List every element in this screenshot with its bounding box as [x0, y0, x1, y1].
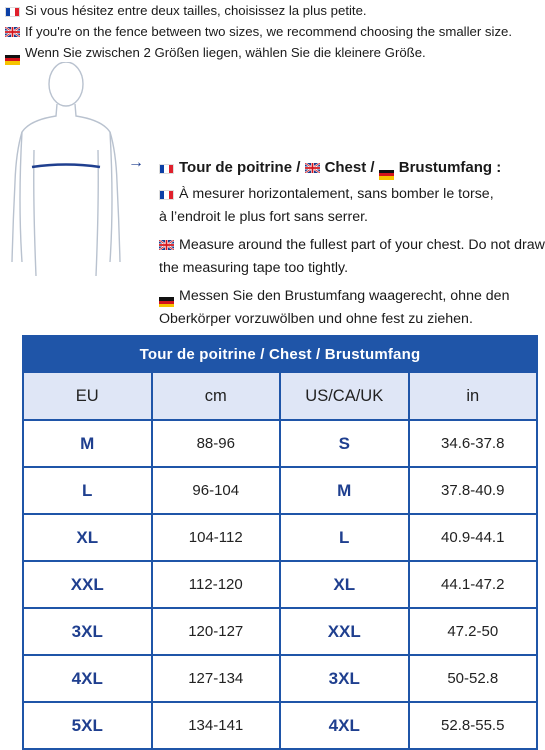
- note-en: If you're on the fence between two sizes, we recommend choosing the smaller size.: [5, 21, 545, 42]
- size-chart-table: [22, 335, 538, 750]
- cm-cell: 120-127: [152, 608, 281, 655]
- body-silhouette-icon: [0, 62, 132, 276]
- table-row: [23, 561, 537, 608]
- eu-size-cell: 4XL: [23, 655, 152, 702]
- uk-flag-icon: [159, 240, 174, 250]
- note-fr: Si vous hésitez entre deux tailles, choisissez la plus petite.: [5, 0, 545, 21]
- measurement-instructions: [159, 156, 545, 336]
- france-flag-icon: [159, 164, 174, 174]
- in-cell: 47.2-50: [409, 608, 538, 655]
- us-size-cell: S: [280, 420, 409, 467]
- in-cell: 50-52.8: [409, 655, 538, 702]
- us-size-cell: XXL: [280, 608, 409, 655]
- in-cell: 52.8-55.5: [409, 702, 538, 749]
- eu-size-cell: 5XL: [23, 702, 152, 749]
- germany-flag-icon: [379, 170, 394, 180]
- us-size-cell: M: [280, 467, 409, 514]
- cm-cell: 96-104: [152, 467, 281, 514]
- eu-size-cell: XL: [23, 514, 152, 561]
- instruction-de: Messen Sie den Brustumfang waagerecht, ohne den Oberkörper vorzuwölben und ohne fest zu ziehen.: [159, 287, 510, 327]
- uk-flag-icon: [5, 27, 20, 37]
- uk-flag-icon: [305, 163, 320, 173]
- instruction-en: Measure around the fullest part of your chest. Do not draw the measuring tape too tightly.: [159, 236, 545, 276]
- eu-size-cell: XXL: [23, 561, 152, 608]
- us-size-cell: XL: [280, 561, 409, 608]
- size-advice: [5, 0, 545, 65]
- in-cell: 44.1-47.2: [409, 561, 538, 608]
- cm-cell: 112-120: [152, 561, 281, 608]
- table-row: [23, 702, 537, 749]
- cm-cell: 134-141: [152, 702, 281, 749]
- germany-flag-icon: [159, 297, 174, 307]
- us-size-cell: L: [280, 514, 409, 561]
- arrow-right-icon: →: [128, 154, 144, 171]
- us-size-cell: 3XL: [280, 655, 409, 702]
- france-flag-icon: [159, 190, 174, 200]
- cm-cell: 127-134: [152, 655, 281, 702]
- table-row: [23, 467, 537, 514]
- eu-size-cell: L: [23, 467, 152, 514]
- eu-size-cell: M: [23, 420, 152, 467]
- france-flag-icon: [5, 7, 20, 17]
- header-in: in: [409, 372, 538, 420]
- table-row: [23, 655, 537, 702]
- table-row: [23, 420, 537, 467]
- header-eu: EU: [23, 372, 152, 420]
- in-cell: 37.8-40.9: [409, 467, 538, 514]
- table-row: [23, 514, 537, 561]
- note-de: Wenn Sie zwischen 2 Größen liegen, wählen Sie die kleinere Größe.: [5, 42, 545, 65]
- cm-cell: 104-112: [152, 514, 281, 561]
- instruction-fr: À mesurer horizontalement, sans bomber le torse, à l’endroit le plus fort sans serrer.: [159, 185, 494, 225]
- header-cm: cm: [152, 372, 281, 420]
- header-us-ca-uk: US/CA/UK: [280, 372, 409, 420]
- measurement-heading: Tour de poitrine / Chest / Brustumfang :: [159, 156, 545, 180]
- in-cell: 34.6-37.8: [409, 420, 538, 467]
- in-cell: 40.9-44.1: [409, 514, 538, 561]
- cm-cell: 88-96: [152, 420, 281, 467]
- us-size-cell: 4XL: [280, 702, 409, 749]
- table-title: Tour de poitrine / Chest / Brustumfang: [23, 336, 537, 372]
- table-row: [23, 608, 537, 655]
- eu-size-cell: 3XL: [23, 608, 152, 655]
